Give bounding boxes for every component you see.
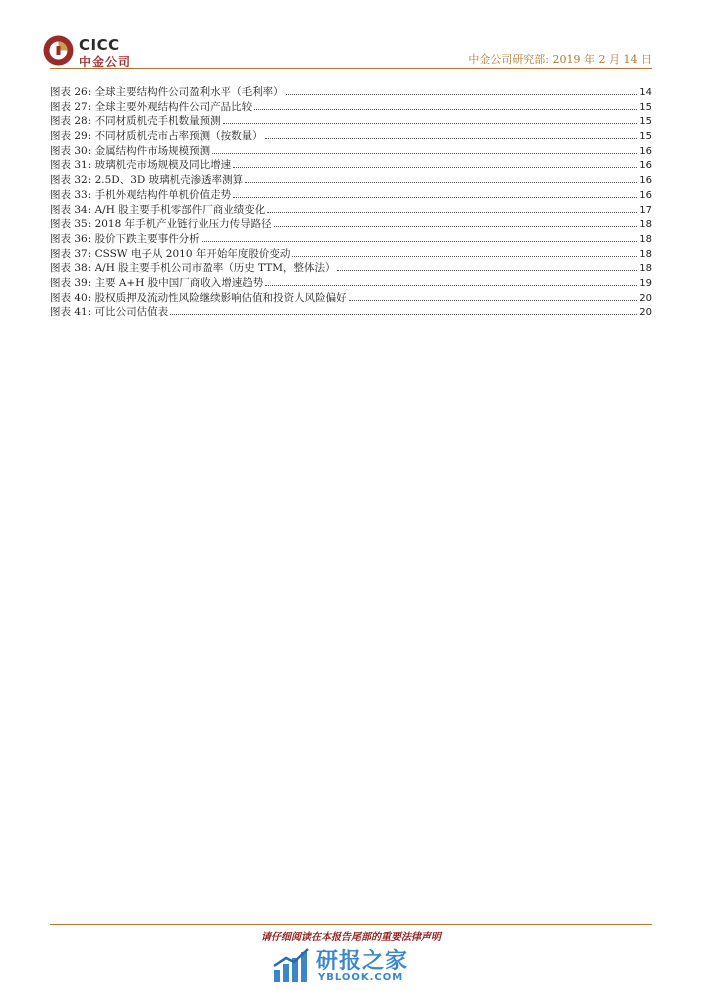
toc-entry-page[interactable]: 18 (639, 233, 652, 245)
toc-dot-leader (267, 212, 637, 213)
toc-entry-title[interactable]: 图表 32: 2.5D、3D 玻璃机壳渗透率测算 (50, 174, 244, 187)
toc-entry-title[interactable]: 图表 29: 不同材质机壳市占率预测（按数量） (50, 130, 263, 143)
toc-entry[interactable] (50, 188, 652, 203)
toc-entry-title[interactable]: 图表 30: 金属结构件市场规模预测 (50, 144, 211, 157)
toc-entry-title[interactable]: 图表 38: A/H 股主要手机公司市盈率（历史 TTM，整体法） (50, 262, 336, 275)
toc-entry[interactable] (50, 217, 652, 232)
logo-text-cn: 中金公司 (79, 55, 132, 69)
toc-entry[interactable] (50, 144, 652, 159)
header-divider (50, 68, 652, 69)
toc-entry[interactable] (50, 276, 652, 291)
footer-divider (50, 924, 652, 925)
toc-entry-page[interactable]: 16 (639, 189, 652, 201)
toc-entry[interactable] (50, 173, 652, 188)
toc-entry-page[interactable]: 16 (639, 175, 652, 187)
toc-entry[interactable] (50, 261, 652, 276)
toc-entry-page[interactable]: 18 (639, 263, 652, 275)
toc-dot-leader (349, 300, 638, 301)
toc-dot-leader (223, 123, 638, 124)
bar-chart-icon (272, 946, 310, 984)
toc-entry-page[interactable]: 14 (639, 87, 652, 98)
toc-dot-leader (337, 270, 637, 271)
cicc-logo-icon (42, 34, 75, 67)
toc-dot-leader (202, 241, 638, 242)
toc-entry-page[interactable]: 18 (639, 248, 652, 260)
toc-entry[interactable] (50, 203, 652, 218)
header-source-date: 中金公司研究部: 2019 年 2 月 14 日 (468, 53, 652, 66)
toc-dot-leader (233, 167, 637, 168)
table-of-figures (50, 85, 652, 320)
toc-entry-page[interactable]: 16 (639, 160, 652, 172)
toc-entry[interactable] (50, 100, 652, 115)
toc-dot-leader (254, 109, 637, 110)
toc-entry-title[interactable]: 图表 27: 全球主要外观结构件公司产品比较 (50, 100, 253, 113)
toc-entry[interactable] (50, 291, 652, 306)
toc-entry-title[interactable]: 图表 35: 2018 年手机产业链行业压力传导路径 (50, 218, 272, 231)
toc-entry[interactable] (50, 247, 652, 262)
watermark (272, 944, 442, 988)
toc-entry-title[interactable]: 图表 26: 全球主要结构件公司盈利水平（毛利率） (50, 86, 284, 98)
toc-entry-title[interactable]: 图表 39: 主要 A+H 股中国厂商收入增速趋势 (50, 276, 264, 289)
toc-entry-page[interactable]: 20 (639, 307, 652, 319)
toc-entry-page[interactable]: 17 (639, 204, 652, 216)
watermark-text-cn: 研报之家 (316, 949, 409, 974)
toc-entry-page[interactable]: 18 (639, 219, 652, 231)
toc-dot-leader (233, 197, 637, 198)
toc-dot-leader (292, 256, 637, 257)
footer-legal-note: 请仔细阅读在本报告尾部的重要法律声明 (261, 932, 441, 943)
toc-dot-leader (274, 226, 638, 227)
toc-entry[interactable] (50, 158, 652, 173)
toc-entry-page[interactable]: 15 (639, 131, 652, 143)
toc-entry[interactable] (50, 114, 652, 129)
toc-entry-title[interactable]: 图表 31: 玻璃机壳市场规模及同比增速 (50, 159, 232, 172)
toc-entry-title[interactable]: 图表 41: 可比公司估值表 (50, 306, 169, 319)
toc-dot-leader (170, 314, 637, 315)
toc-dot-leader (245, 182, 637, 183)
toc-dot-leader (265, 138, 638, 139)
toc-dot-leader (265, 285, 637, 286)
toc-entry-title[interactable]: 图表 37: CSSW 电子从 2010 年开始年度股价变动 (50, 247, 291, 260)
toc-entry[interactable] (50, 129, 652, 144)
toc-entry-title[interactable]: 图表 40: 股权质押及流动性风险继续影响估值和投资人风险偏好 (50, 291, 347, 304)
watermark-text-en: YBLOOK.COM (318, 972, 404, 983)
toc-entry-title[interactable]: 图表 28: 不同材质机壳手机数量预测 (50, 115, 221, 128)
toc-entry-title[interactable]: 图表 34: A/H 股主要手机零部件厂商业绩变化 (50, 203, 266, 216)
toc-entry-title[interactable]: 图表 33: 手机外观结构件单机价值走势 (50, 188, 232, 201)
toc-entry[interactable] (50, 305, 652, 320)
cicc-logo (42, 34, 142, 70)
toc-entry-page[interactable]: 15 (639, 116, 652, 128)
toc-entry-page[interactable]: 19 (639, 277, 652, 289)
toc-dot-leader (286, 94, 638, 95)
toc-entry-page[interactable]: 16 (639, 145, 652, 157)
toc-entry-page[interactable]: 15 (639, 101, 652, 113)
toc-entry-page[interactable]: 20 (639, 292, 652, 304)
toc-dot-leader (212, 153, 637, 154)
toc-entry-title[interactable]: 图表 36: 股价下跌主要事件分析 (50, 232, 200, 245)
logo-text-en: CICC (79, 36, 120, 54)
toc-entry[interactable] (50, 232, 652, 247)
toc-entry[interactable] (50, 85, 652, 100)
